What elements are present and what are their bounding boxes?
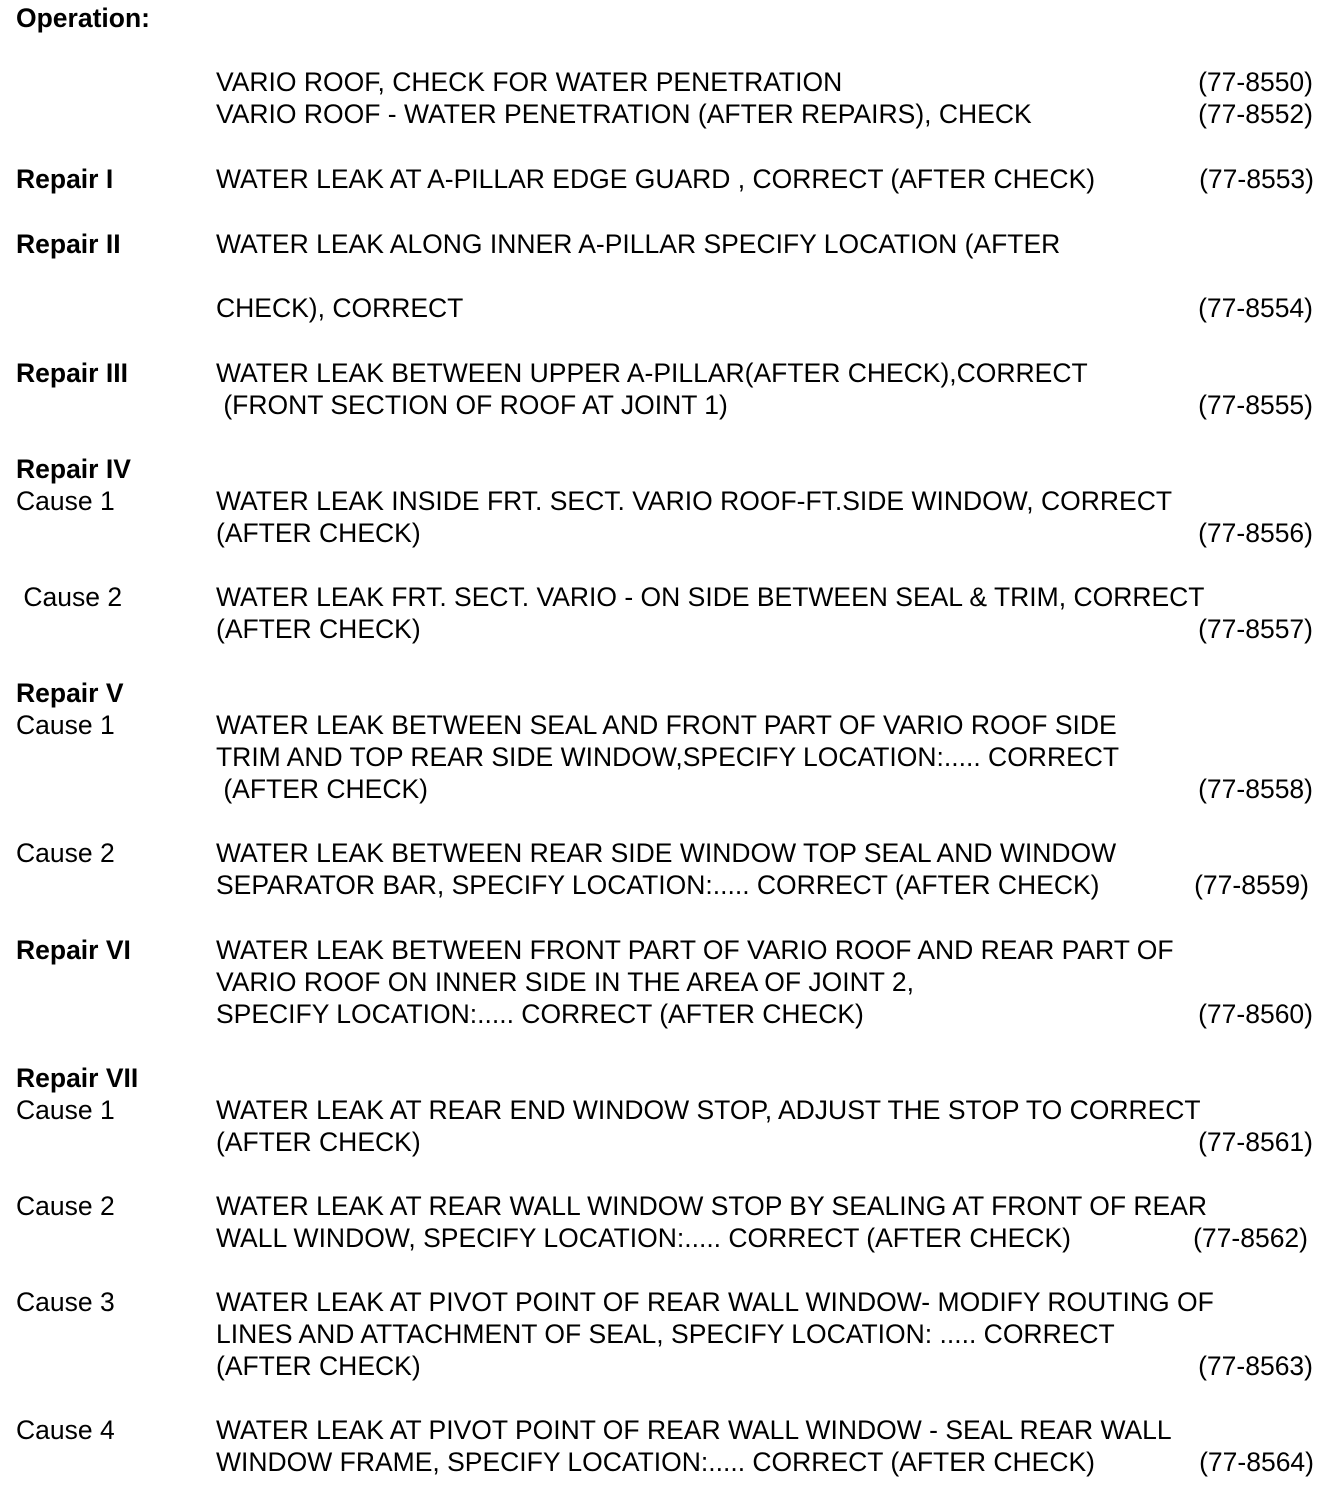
entry-text-line: WATER LEAK BETWEEN FRONT PART OF VARIO ROOF AND REAR PART OF (216, 935, 1174, 965)
entry-text-line: WATER LEAK FRT. SECT. VARIO - ON SIDE BETWEEN SEAL & TRIM, CORRECT (216, 582, 1205, 612)
cause-label: Cause 1 (16, 710, 115, 740)
operation-code: (77-8555) (1198, 390, 1313, 420)
entry-text-line: WATER LEAK AT A-PILLAR EDGE GUARD , CORRECT (AFTER CHECK) (216, 164, 1096, 194)
entry-text-line: (FRONT SECTION OF ROOF AT JOINT 1) (216, 390, 728, 420)
operation-code: (77-8556) (1198, 518, 1313, 548)
entry-text-line: (AFTER CHECK) (216, 1351, 421, 1381)
entry-text-line: WALL WINDOW, SPECIFY LOCATION:..... CORRECT (AFTER CHECK) (216, 1223, 1071, 1253)
entry-text-line: VARIO ROOF, CHECK FOR WATER PENETRATION (216, 67, 843, 97)
entry-text-line: WATER LEAK BETWEEN UPPER A-PILLAR(AFTER CHECK),CORRECT (216, 358, 1088, 388)
entry-text-line: CHECK), CORRECT (216, 293, 464, 323)
operation-code: (77-8564) (1199, 1447, 1314, 1477)
entry-text-line: WATER LEAK AT PIVOT POINT OF REAR WALL WINDOW- MODIFY ROUTING OF (216, 1287, 1214, 1317)
repair-label: Repair VII (16, 1063, 139, 1093)
repair-label: Repair IV (16, 454, 131, 484)
entry-text-line: WATER LEAK AT PIVOT POINT OF REAR WALL WINDOW - SEAL REAR WALL (216, 1415, 1172, 1445)
operation-code: (77-8559) (1194, 870, 1309, 900)
operation-code: (77-8558) (1198, 774, 1313, 804)
operation-code: (77-8557) (1198, 614, 1313, 644)
repair-label: Repair II (16, 229, 121, 259)
cause-label: Cause 2 (16, 1191, 115, 1221)
cause-label: Cause 3 (16, 1287, 115, 1317)
entry-text-line: SPECIFY LOCATION:..... CORRECT (AFTER CHECK) (216, 999, 864, 1029)
operation-code: (77-8560) (1198, 999, 1313, 1029)
cause-label: Cause 2 (16, 838, 115, 868)
cause-label: Cause 2 (16, 582, 123, 612)
entry-text-line: WATER LEAK AT REAR END WINDOW STOP, ADJUST THE STOP TO CORRECT (216, 1095, 1201, 1125)
operation-code: (77-8562) (1193, 1223, 1308, 1253)
entry-text-line: WATER LEAK AT REAR WALL WINDOW STOP BY SEALING AT FRONT OF REAR (216, 1191, 1208, 1221)
entry-text-line: (AFTER CHECK) (216, 1127, 421, 1157)
repair-label: Repair III (16, 358, 128, 388)
operation-code: (77-8550) (1198, 67, 1313, 97)
entry-text-line: VARIO ROOF ON INNER SIDE IN THE AREA OF JOINT 2, (216, 967, 914, 997)
cause-label: Cause 1 (16, 486, 115, 516)
page-heading: Operation: (16, 3, 150, 33)
entry-text-line: (AFTER CHECK) (216, 774, 428, 804)
repair-label: Repair VI (16, 935, 131, 965)
entry-text-line: WATER LEAK INSIDE FRT. SECT. VARIO ROOF-FT.SIDE WINDOW, CORRECT (216, 486, 1173, 516)
operation-code: (77-8553) (1199, 164, 1314, 194)
operation-code: (77-8561) (1198, 1127, 1313, 1157)
entry-text-line: LINES AND ATTACHMENT OF SEAL, SPECIFY LOCATION: ..... CORRECT (216, 1319, 1115, 1349)
entry-text-line: WATER LEAK ALONG INNER A-PILLAR SPECIFY LOCATION (AFTER (216, 229, 1061, 259)
operation-code: (77-8563) (1198, 1351, 1313, 1381)
entry-text-line: (AFTER CHECK) (216, 518, 421, 548)
entry-text-line: WINDOW FRAME, SPECIFY LOCATION:..... CORRECT (AFTER CHECK) (216, 1447, 1095, 1477)
entry-text-line: TRIM AND TOP REAR SIDE WINDOW,SPECIFY LOCATION:..... CORRECT (216, 742, 1120, 772)
entry-text-line: WATER LEAK BETWEEN SEAL AND FRONT PART OF VARIO ROOF SIDE (216, 710, 1117, 740)
entry-text-line: VARIO ROOF - WATER PENETRATION (AFTER REPAIRS), CHECK (216, 99, 1032, 129)
entry-text-line: WATER LEAK BETWEEN REAR SIDE WINDOW TOP SEAL AND WINDOW (216, 838, 1117, 868)
repair-label: Repair I (16, 164, 114, 194)
entry-text-line: SEPARATOR BAR, SPECIFY LOCATION:..... CORRECT (AFTER CHECK) (216, 870, 1100, 900)
operation-code: (77-8554) (1198, 293, 1313, 323)
entry-text-line: (AFTER CHECK) (216, 614, 421, 644)
repair-label: Repair V (16, 678, 124, 708)
cause-label: Cause 4 (16, 1415, 115, 1445)
operation-code: (77-8552) (1198, 99, 1313, 129)
cause-label: Cause 1 (16, 1095, 115, 1125)
